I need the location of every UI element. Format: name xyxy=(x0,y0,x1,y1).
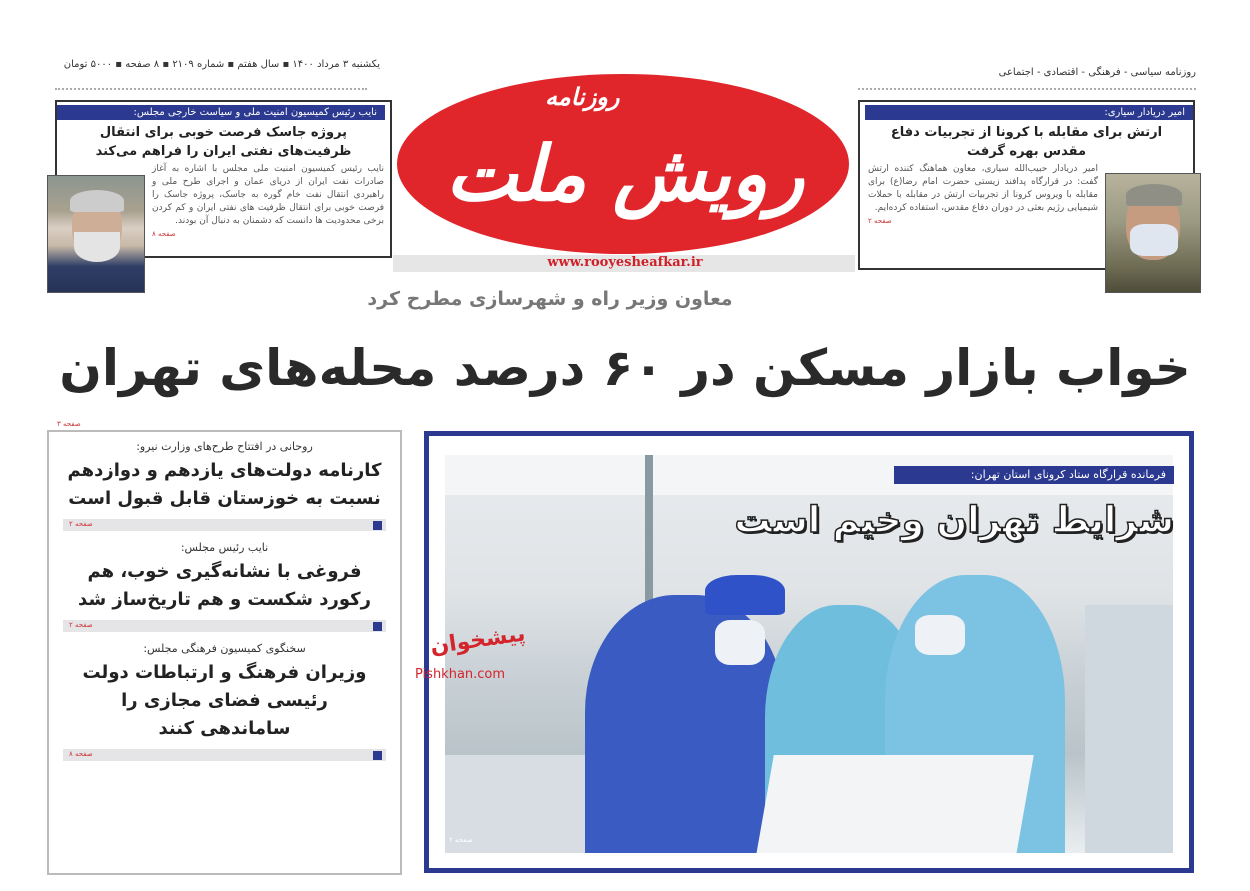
divider xyxy=(55,88,367,90)
portrait-photo xyxy=(1105,173,1201,293)
newspaper-logo: روزنامه رویش ملت xyxy=(395,62,855,257)
box-tag: نایب رئیس کمیسیون امنیت ملی و سیاست خارجی مجلس: xyxy=(57,105,385,120)
page-ref-bar xyxy=(63,519,386,531)
news-lead: نایب رئیس مجلس: xyxy=(180,541,269,554)
photo-tag: فرمانده قرارگاه ستاد کرونای استان تهران: xyxy=(894,466,1174,484)
page-ref-bar xyxy=(63,620,386,632)
page-ref[interactable]: صفحه ۲ xyxy=(868,217,892,225)
main-headline[interactable]: خواب بازار مسکن در ۶۰ درصد محله‌های تهران xyxy=(59,339,1191,397)
news-headline[interactable]: کارنامه دولت‌های یازدهم و دوازدهم نسبت به خوزستان قابل قبول است xyxy=(67,460,382,509)
paper-type-line: روزنامه سیاسی - فرهنگی - اقتصادی - اجتماعی xyxy=(998,67,1196,78)
news-headline[interactable]: فروغی با نشانه‌گیری خوب، هم رکورد شکست و هم تاریخ‌ساز شد xyxy=(78,561,371,610)
portrait-photo xyxy=(47,175,145,293)
box-body: نایب رئیس کمیسیون امنیت ملی مجلس با اشاره به آغاز صادرات نفت ایران از دریای عمان و اجرای طرح ملی و راهبردی انتقال نفت خام گوره به جاسک، پروژه جاسک را فرصت خوبی برای انتقال ظرفیت های نفتی ایران و کم کردن برخی محدودیت ها دانست که دشمنان به دنبال آن بودند. xyxy=(152,164,384,226)
news-item xyxy=(63,642,386,761)
square-bullet-icon xyxy=(373,751,382,760)
box-tag: امیر دریادار سیاری: xyxy=(865,105,1193,120)
square-bullet-icon xyxy=(373,521,382,530)
news-headline[interactable]: وزیران فرهنگ و ارتباطات دولت رئیسی فضای مجازی را ساماندهی کنند xyxy=(82,662,367,739)
page-ref[interactable]: صفحه ۸ xyxy=(152,230,176,238)
box-body: امیر دریادار حبیب‌الله سیاری، معاون هماهنگ کننده ارتش گفت: در قرارگاه پدافند زیستی حضرت امام رضا(ع) برای مقابله با ویروس کرونا از تجربیات ارتش در مقابله با حملات شیمیایی رژیم بعثی در دوران دفاع مقدس، استفاده کرده‌ایم. xyxy=(868,164,1098,213)
news-item xyxy=(63,440,386,531)
page-ref[interactable]: صفحه ۲ xyxy=(69,520,93,528)
box-headline[interactable]: پروژه جاسک فرصت خوبی برای انتقال ظرفیت‌های نفتی ایران را فراهم می‌کند xyxy=(95,125,352,159)
photo-headline[interactable]: شرایط تهران وخیم است xyxy=(734,500,1174,541)
watermark-logo: پیشخوان xyxy=(428,621,527,660)
page-ref[interactable]: صفحه ۲ xyxy=(69,621,93,629)
news-lead: روحانی در افتتاح طرح‌های وزارت نیرو: xyxy=(136,440,313,453)
page-ref-bar xyxy=(63,749,386,761)
photo-story-frame xyxy=(424,431,1194,873)
page-ref[interactable]: صفحه ۳ xyxy=(57,420,81,428)
left-column-box xyxy=(47,430,402,875)
news-lead: سخنگوی کمیسیون فرهنگی مجلس: xyxy=(143,642,306,655)
website-url[interactable]: www.rooyesheafkar.ir xyxy=(547,255,703,270)
news-item xyxy=(63,541,386,632)
page-ref[interactable]: صفحه ۲ xyxy=(449,836,473,844)
square-bullet-icon xyxy=(373,622,382,631)
watermark-url: Pishkhan.com xyxy=(415,667,506,682)
date-line: یکشنبه ۳ مرداد ۱۴۰۰ ▪ سال هفتم ▪ شماره ۲۱۰۹ ▪ ۸ صفحه ▪ ۵۰۰۰ تومان xyxy=(63,59,380,70)
main-kicker: معاون وزیر راه و شهرسازی مطرح کرد xyxy=(367,288,733,310)
box-headline[interactable]: ارتش برای مقابله با کرونا از تجربیات دفاع مقدس بهره گرفت xyxy=(890,125,1163,159)
divider xyxy=(858,88,1196,90)
page-ref[interactable]: صفحه ۸ xyxy=(69,750,93,758)
